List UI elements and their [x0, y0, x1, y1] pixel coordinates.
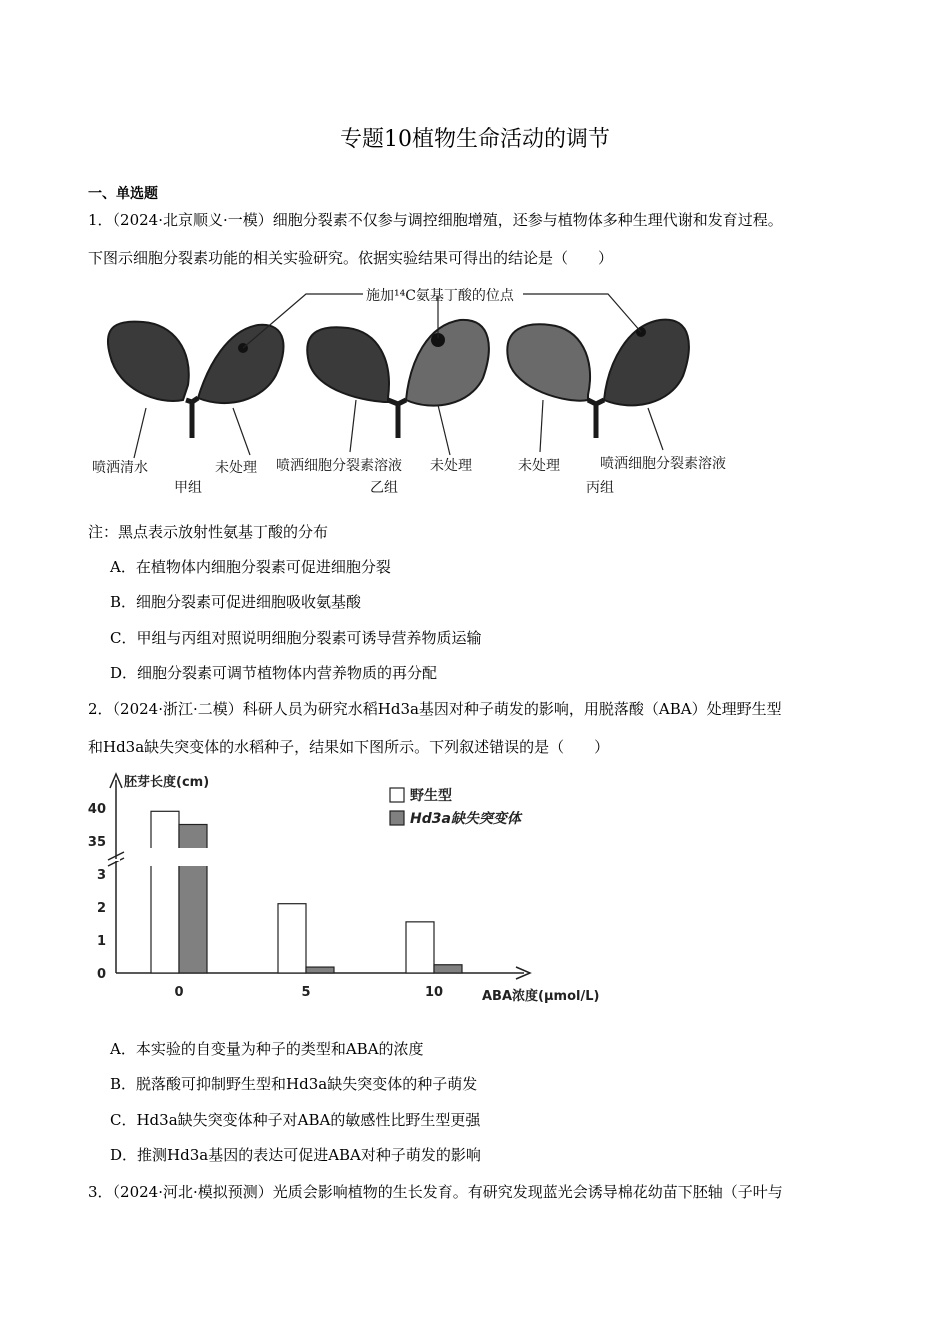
bar-break-gap: [150, 848, 180, 866]
stem-yi: [388, 400, 406, 438]
label-application-site: 施加¹⁴C氨基丁酸的位点: [366, 288, 514, 304]
y-tick-label: 0: [96, 967, 106, 982]
legend-label-wildtype: 野生型: [410, 788, 452, 804]
q2-line2: 和Hd3a缺失突变体的水稻种子，结果如下图所示。下列叙述错误的是（ ）: [88, 738, 610, 756]
leaf-yi-left: [307, 327, 389, 402]
y-axis-label: 胚芽长度(cm): [124, 775, 210, 790]
leaf-jia-right: [198, 325, 283, 403]
page-title: 专题10植物生命活动的调节: [340, 127, 610, 152]
pointer-bing-spray: [648, 408, 663, 450]
leaf-jia-left: [108, 322, 189, 401]
label-yi-spray: 喷洒细胞分裂素溶液: [276, 458, 402, 474]
q2-line1: 2．（2024·浙江·二模）科研人员为研究水稻Hd3a基因对种子萌发的影响，用脱落酸（ABA）处理野生型: [88, 700, 782, 718]
q2-option-a: A．本实验的自变量为种子的类型和ABA的浓度: [110, 1040, 424, 1058]
q2-option-c: C．Hd3a缺失突变体种子对ABA的敏感性比野生型更强: [110, 1111, 481, 1129]
y-tick-label: 2: [96, 901, 106, 916]
label-group-jia: 甲组: [174, 480, 202, 496]
stem-bing: [588, 400, 604, 438]
pointer-yi-spray: [350, 400, 356, 452]
bar-break-gap: [178, 848, 208, 866]
pointer-jia-water: [134, 408, 146, 458]
label-group-bing: 丙组: [586, 480, 614, 496]
label-bing-spray: 喷洒细胞分裂素溶液: [600, 456, 726, 472]
group-jia: [108, 322, 284, 438]
bar-mutant-2: [434, 965, 462, 973]
label-bing-untreated: 未处理: [518, 458, 560, 474]
pointer-yi-untreated: [438, 405, 450, 455]
q1-line1: 1．（2024·北京顺义·一模）细胞分裂素不仅参与调控细胞增殖，还参与植物体多种生理代谢和发育过程。: [88, 211, 783, 229]
leaf-yi-right: [406, 320, 489, 406]
group-bing: [507, 320, 689, 438]
pointer-bing-untreated: [540, 400, 543, 452]
x-tick-label: 5: [301, 985, 311, 1000]
y-tick-label: 3: [96, 868, 106, 883]
q3-line1: 3．（2024·河北·模拟预测）光质会影响植物的生长发育。有研究发现蓝光会诱导棉花幼苗下胚轴（子叶与: [88, 1183, 783, 1201]
bar-mutant-1: [306, 967, 334, 973]
pointer-jia-untreated: [233, 408, 250, 455]
bar-mutant-0: [179, 825, 207, 974]
q2-option-b: B．脱落酸可抑制野生型和Hd3a缺失突变体的种子萌发: [110, 1075, 478, 1093]
q1-line2: 下图示细胞分裂素功能的相关实验研究。依据实验结果可得出的结论是（ ）: [88, 249, 614, 267]
q1-note: 注：黑点表示放射性氨基丁酸的分布: [88, 523, 329, 541]
q1-option-b: B．细胞分裂素可促进细胞吸收氨基酸: [110, 593, 362, 611]
q1-option-c: C．甲组与丙组对照说明细胞分裂素可诱导营养物质运输: [110, 629, 482, 647]
germination-bar-chart: [84, 768, 644, 1008]
q2-option-d: D．推测Hd3a基因的表达可促进ABA对种子萌发的影响: [110, 1146, 481, 1164]
stem-jia: [186, 398, 198, 438]
label-yi-untreated: 未处理: [430, 458, 472, 474]
label-jia-water: 喷洒清水: [92, 460, 148, 476]
bar-wildtype-1: [278, 904, 306, 973]
leaf-experiment-figure: [88, 280, 768, 500]
q1-option-a: A．在植物体内细胞分裂素可促进细胞分裂: [110, 558, 391, 576]
x-axis-label: ABA浓度(μmol/L): [482, 989, 600, 1004]
legend-swatch-mutant: [390, 811, 404, 825]
group-yi: [307, 320, 489, 438]
y-tick-label: 35: [87, 835, 106, 850]
leaf-bing-left: [507, 324, 590, 400]
legend-swatch-wildtype: [390, 788, 404, 802]
leaf-bing-right: [604, 320, 689, 406]
legend-label-mutant: Hd3a缺失突变体: [410, 811, 521, 827]
label-jia-untreated: 未处理: [215, 460, 257, 476]
bar-wildtype-0: [151, 811, 179, 973]
label-group-yi: 乙组: [370, 480, 398, 496]
y-tick-label: 1: [96, 934, 106, 949]
section-heading: 一、单选题: [88, 186, 158, 202]
x-tick-label: 0: [174, 985, 184, 1000]
axis-break-gap: [112, 859, 120, 861]
x-tick-label: 10: [424, 985, 444, 1000]
q1-option-d: D．细胞分裂素可调节植物体内营养物质的再分配: [110, 664, 438, 682]
y-tick-label: 40: [87, 802, 106, 817]
bar-wildtype-2: [406, 922, 434, 973]
